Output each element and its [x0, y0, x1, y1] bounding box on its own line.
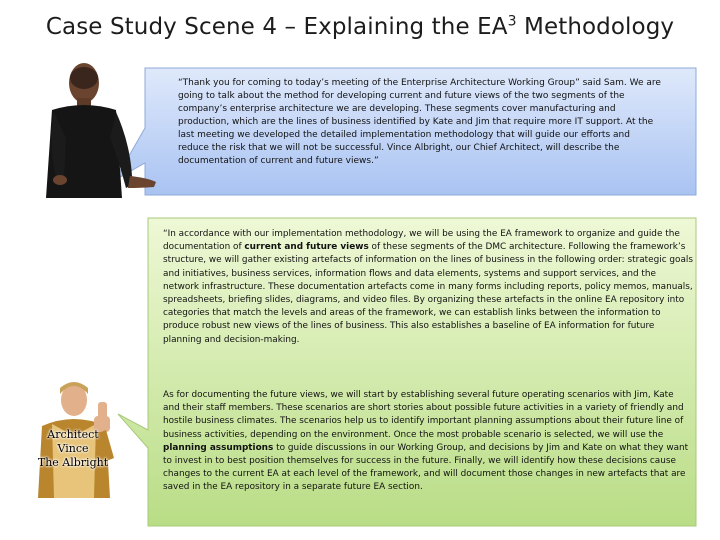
vince-speech-paragraph-1: “In accordance with our implementation methodology, we will be using the EA framework to organize and guide the documentation of current and future views of these segments of the DMC architecture. Following the framework’s structure, we will gather existing artefacts of information on the lines of business in the following order: strategic goals and initiatives, business services, information flows and data elements, systems and support services, and the network infrastructure. These documentation artefacts come in many forms including reports, policy memos, manuals, spreadsheets, briefing slides, diagrams, and video files. By organizing these artefacts in the online EA repository into categories that match the levels and areas of the framework, we can establish links between the information to produce robust new views of the lines of business. This also establishes a baseline of EA information for future planning and decision-making. — [163, 229, 693, 345]
slide-title: Case Study Scene 4 – Explaining the $EA^3$ Methodology — [45, 13, 675, 40]
speech-bubble-vince — [148, 218, 696, 526]
presenter-sam-illustration — [30, 48, 160, 198]
sam-speech-text: “Thank you for coming to today’s meeting of the Enterprise Architecture Working Group” said Sam. We are going to talk about the method for developing current and future views of the two segments of the company’s enterprise architecture we are developing. These segments cover manufacturing and production, which are the lines of business identified by Kate and Jim that require more IT support. At the last meeting we developed the detailed implementation methodology that will guide our efforts and reduce the risk that we will not be successful. Vince Albright, our Chief Architect, will describe the documentation of current and future views.” — [178, 78, 661, 166]
vince-speech-paragraph-2: As for documenting the future views, we will start by establishing several future operating scenarios with Jim, Kate and their staff members. These scenarios are short stories about possible future activities in a variety of friendly and hostile business climates. The scenarios help us to identify important planning assumptions about their future line of business activities, depending on the environment. Once the most probable scenario is selected, we will use the planning assumptions to guide discussions in our Working Group, and decisions by Jim and Kate on what they want to invest in to best position themselves for success in the future. Finally, we will identify how these decisions cause changes to the current EA at each level of the framework, and will document those changes in new artefacts that are saved in the EA repository in a separate future EA section. — [163, 390, 689, 493]
architect-name-label: Architect Vince The Albright — [37, 428, 109, 469]
speech-bubble-sam — [145, 68, 696, 195]
